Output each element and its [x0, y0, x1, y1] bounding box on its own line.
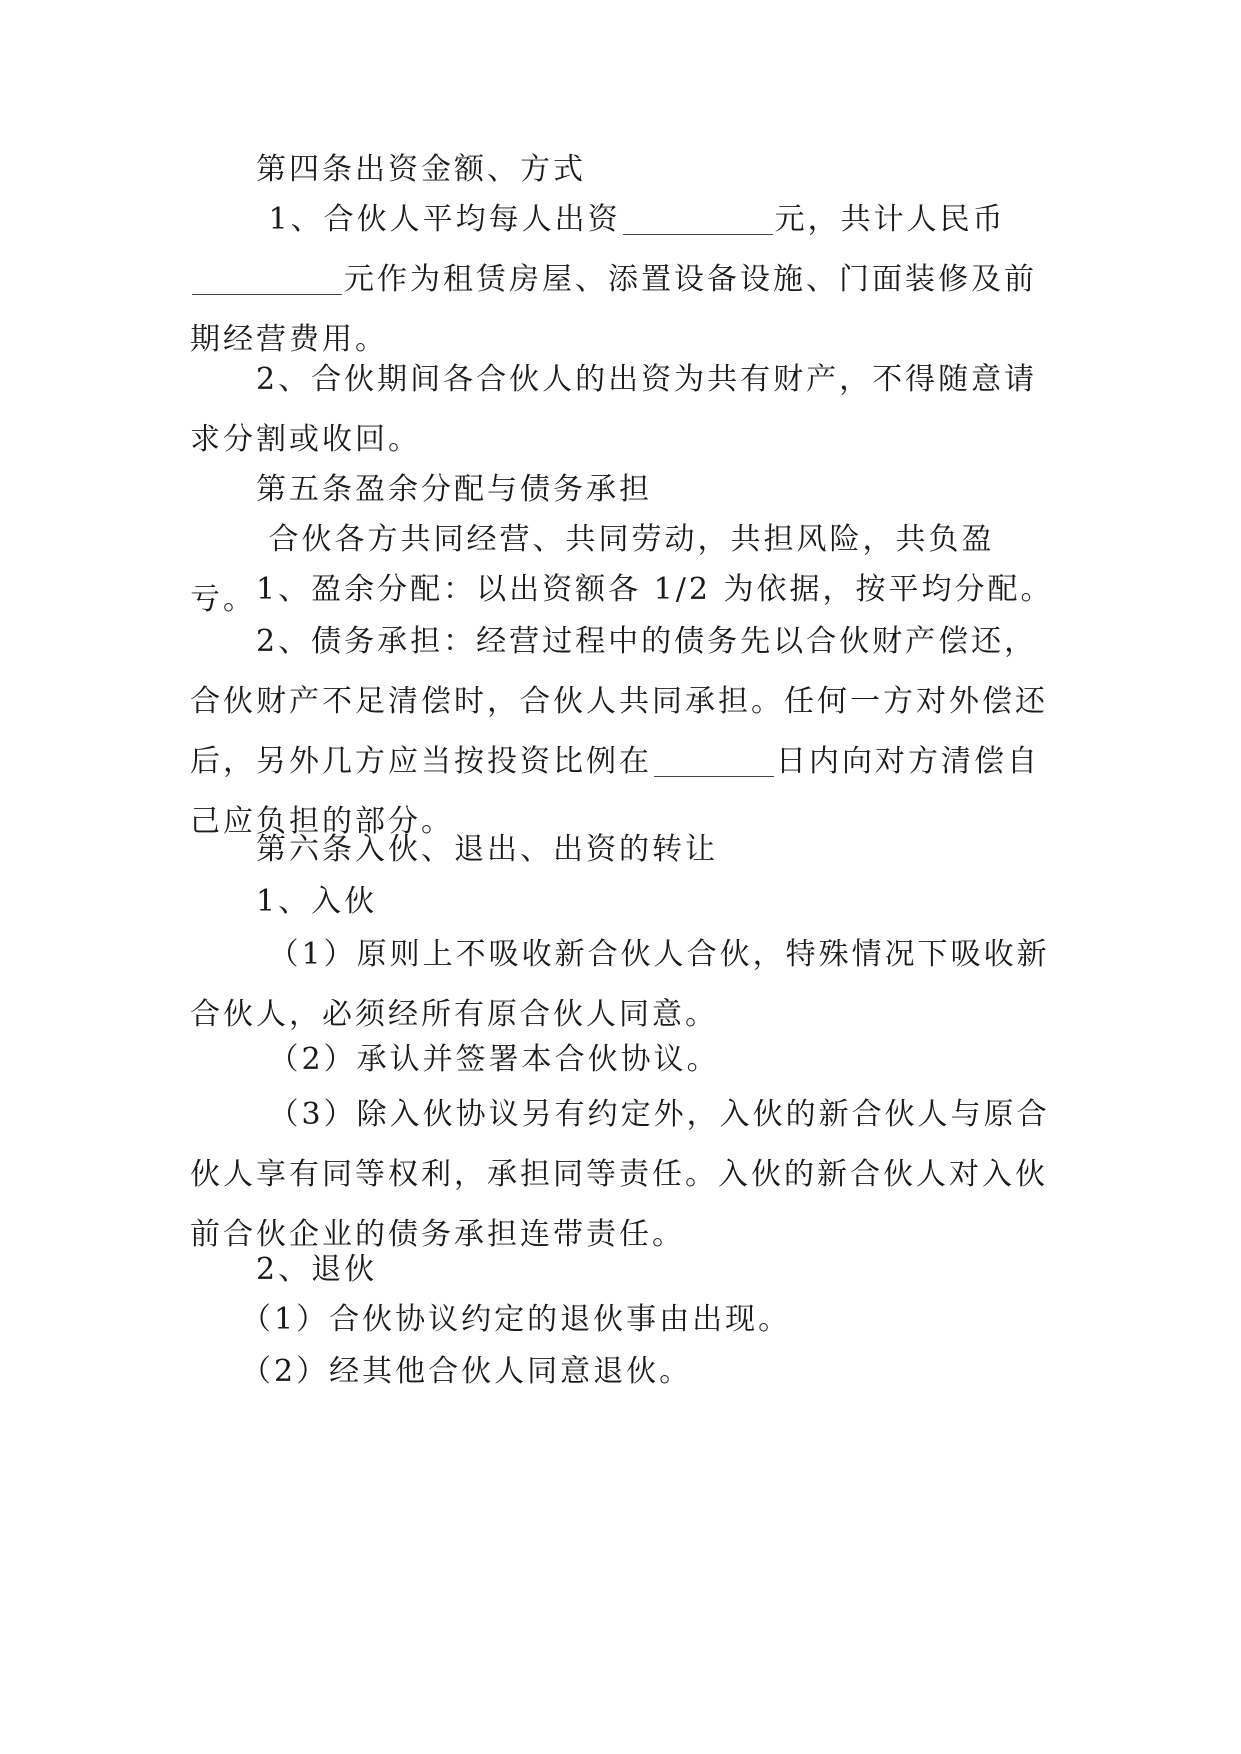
article-6-section-2-item-1-text: （1）合伙协议约定的退伙事由出现。 — [256, 1302, 792, 1337]
article-6-section-1-item-3-text: （3）除入伙协议另有约定外，入伙的新合伙人与原合伙人享有同等权利，承担同等责任。入伙的新合伙人对入伙前合伙企业的债务承担连带责任。 — [190, 1097, 1050, 1252]
article-5-item-2-part-a: 2、债务承担：经营过程中的债务先以合伙财产偿还，合伙财产不足清偿时，合伙人共同承担。任何一方对外偿还后，另外几方应当按投资比例在 — [190, 624, 1048, 779]
article-6-section-1-text: 1、入伙 — [256, 884, 378, 919]
article-6-section-1-item-1-text: （1）原则上不吸收新合伙人合伙，特殊情况下吸收新合伙人，必须经所有原合伙人同意。 — [190, 937, 1050, 1032]
amount-per-partner-blank — [623, 202, 773, 235]
article-6-title-text: 第六条入伙、退出、出资的转让 — [256, 832, 718, 867]
article-4-item-1-part-c: 元作为租赁房屋、添置设备设施、门面装修及前期经营费用。 — [190, 262, 1037, 357]
article-5-item-1-text: 1、盈余分配：以出资额各 1/2 为依据，按平均分配。 — [256, 572, 1054, 607]
article-5-item-2-part-b: 日内向对方清偿自己应负担的部分。 — [190, 744, 1040, 839]
article-4-item-1-part-b: 元，共计人民币 — [774, 202, 1006, 237]
article-5-item-1 — [190, 560, 1060, 620]
article-6-section-2-item-1 — [190, 1290, 1060, 1350]
article-6-section-2-item-2-text: （2）经其他合伙人同意退伙。 — [256, 1354, 693, 1389]
article-6-title — [190, 820, 1060, 880]
article-6-section-1-item-1 — [190, 925, 1060, 1045]
article-4-item-1 — [190, 190, 1060, 370]
article-5-title-text: 第五条盈余分配与债务承担 — [256, 472, 652, 507]
article-6-section-2-text: 2、退伙 — [256, 1252, 378, 1287]
article-6-section-1-item-2-text: （2）承认并签署本合伙协议。 — [256, 1042, 720, 1077]
article-4-title-text: 第四条出资金额、方式 — [256, 152, 586, 187]
article-5-item-2 — [190, 612, 1060, 852]
article-6-section-1 — [190, 872, 1060, 932]
article-4-item-1-part-a: 1、合伙人平均每人出资 — [256, 202, 621, 237]
total-amount-blank — [192, 262, 342, 295]
article-6-section-2-item-2 — [190, 1342, 1060, 1402]
article-6-section-1-item-2 — [190, 1030, 1060, 1090]
article-5-intro-text: 合伙各方共同经营、共同劳动，共担风险，共负盈亏。 — [190, 522, 995, 617]
article-4-item-2 — [190, 350, 1060, 470]
article-6-section-1-item-3 — [190, 1085, 1060, 1265]
article-4-item-2-text: 2、合伙期间各合伙人的出资为共有财产，不得随意请求分割或收回。 — [190, 362, 1038, 457]
days-blank — [654, 744, 774, 777]
